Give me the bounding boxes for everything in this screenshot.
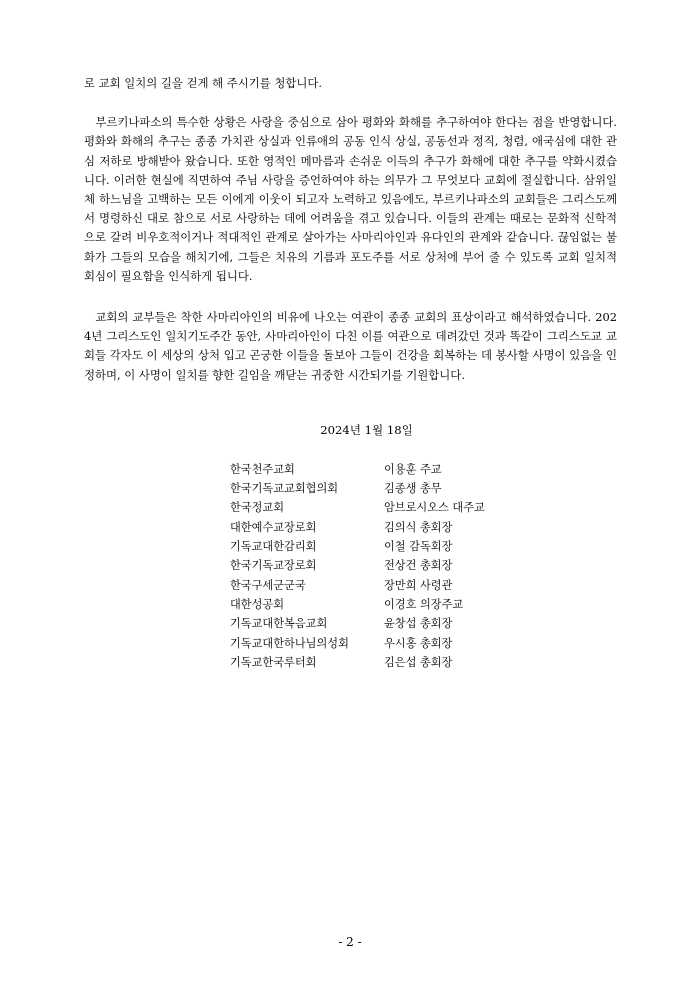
signatory-row	[230, 595, 617, 614]
document-page	[84, 74, 617, 672]
signatory-person: 이경호 의장주교	[384, 597, 464, 611]
signatory-org: 한국정교회	[230, 501, 285, 515]
signatory-person: 윤창섭 총회장	[384, 617, 453, 631]
paragraph-burkina-faso: 부르키나파소의 특수한 상황은 사랑을 중심으로 삼아 평화와 화해를 추구하여야 한다는 점을 반영합니다. 평화와 화해의 추구는 종종 가치관 상실과 인류애의 공동 인식 상실, 공동선과 정직, 청렴, 애국심에 대한 관심 저하로 방해받아 왔습니다. 또한 영적인 메마름과 손쉬운 이득의 추구가 화해에 대한 추구를 약화시켰습니다. 이러한 현실에 직면하여 주님 사랑을 증언하여야 하는 의무가 그 무엇보다 교회에 절실합니다. 삼위일체 하느님을 고백하는 모든 이에게 이웃이 되고자 노력하고 있음에도, 부르키나파소의 교회들은 그리스도께서 명령하신 대로 참으로 서로 사랑하는 데에 어려움을 겪고 있습니다. 이들의 관계는 때로는 문화적 신학적으로 갈려 비우호적이거나 적대적인 관계로 살아가는 사마리아인과 유다인의 관계와 같습니다. 끊임없는 불화가 그들의 모습을 해치기에, 그들은 치유의 기름과 포도주를 서로 상처에 부어 줄 수 있도록 교회 일치적 회심이 필요함을 인식하게 됩니다.	[84, 115, 617, 283]
signatory-person: 이철 감독회장	[384, 540, 453, 554]
document-date: 2024년 1월 18일	[320, 422, 413, 437]
signatory-row	[230, 634, 617, 653]
signatory-row	[230, 576, 617, 595]
signatory-org: 한국천주교회	[230, 462, 295, 476]
paragraph-church-fathers: 교회의 교부들은 착한 사마리아인의 비유에 나오는 여관이 종종 교회의 표상이라고 해석하였습니다. 2024년 그리스도인 일치기도주간 동안, 사마리아인이 다친 이를 여관으로 데려갔던 것과 똑같이 그리스도교 교회들 각자도 이 세상의 상처 입고 곤궁한 이들을 돌보아 그들이 건강을 회복하는 데 봉사할 사명이 있음을 인정하며, 이 사명이 일치를 향한 길임을 깨닫는 귀중한 시간되기를 기원합니다.	[84, 310, 617, 382]
signatory-person: 김은섭 총회장	[384, 655, 453, 669]
paragraph-continuation: 로 교회 일치의 길을 걷게 해 주시기를 청합니다.	[84, 76, 323, 90]
signatory-org: 대한예수교장로회	[230, 520, 317, 534]
signatory-org: 기독교대한복음교회	[230, 617, 328, 631]
signatory-org: 한국기독교교회협의회	[230, 482, 339, 496]
signatory-person: 전상건 총회장	[384, 559, 453, 573]
signatory-person: 이용훈 주교	[384, 462, 442, 476]
signatory-org: 기독교대한하나님의성회	[230, 636, 349, 650]
signatory-person: 김의식 총회장	[384, 520, 453, 534]
signatory-org: 기독교한국루터회	[230, 655, 317, 669]
signatory-row	[230, 614, 617, 633]
signatories-list	[230, 460, 617, 672]
signatory-row	[230, 460, 617, 479]
signatory-org: 한국구세군군국	[230, 578, 306, 592]
signatory-row	[230, 498, 617, 517]
signatory-person: 우시홍 총회장	[384, 636, 453, 650]
signatory-org: 대한성공회	[230, 597, 285, 611]
signatory-org: 한국기독교장로회	[230, 559, 317, 573]
signatory-row	[230, 479, 617, 498]
signatory-org: 기독교대한감리회	[230, 540, 317, 554]
signatory-row	[230, 556, 617, 575]
signatory-person: 김종생 총무	[384, 482, 442, 496]
signatory-person: 암브로시오스 대주교	[384, 501, 485, 515]
page-number: - 2 -	[338, 935, 362, 949]
signatory-row	[230, 518, 617, 537]
signatory-person: 장만희 사령관	[384, 578, 453, 592]
signatory-row	[230, 653, 617, 672]
signatory-row	[230, 537, 617, 556]
